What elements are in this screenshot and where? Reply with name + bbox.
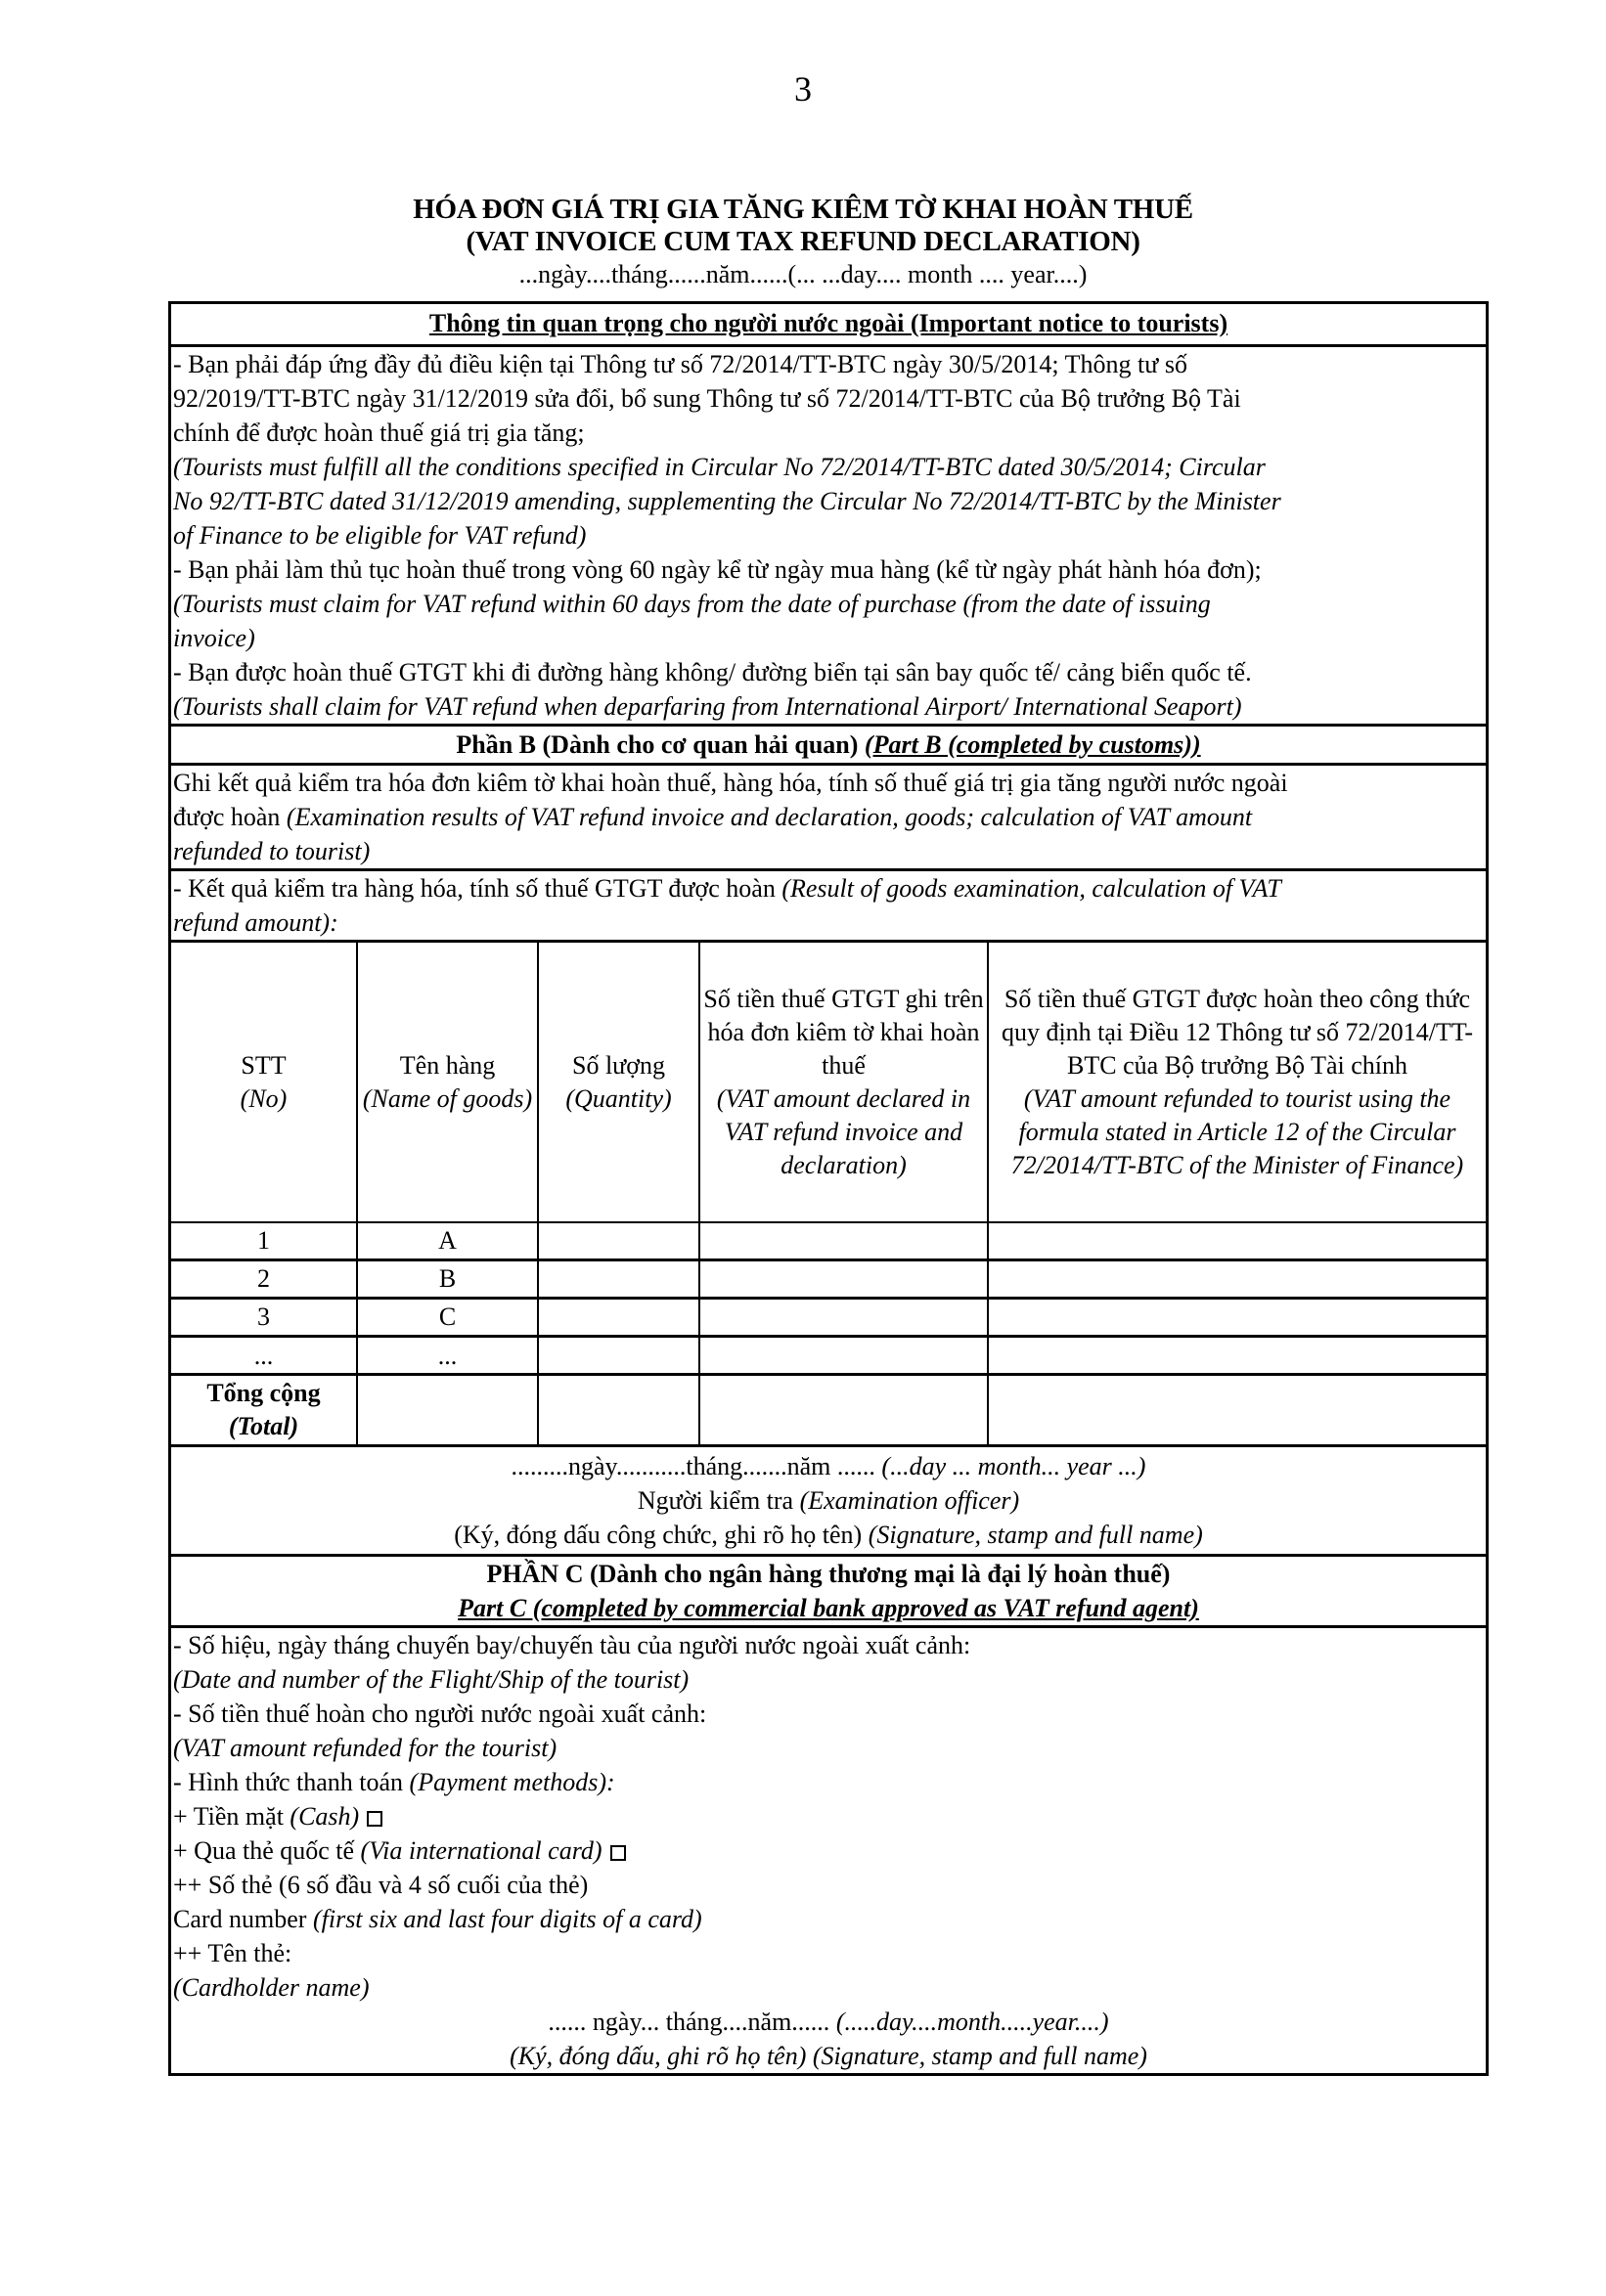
column-header-quantity: Số lượng (Quantity) bbox=[538, 943, 699, 1222]
declared-cell[interactable] bbox=[699, 1337, 988, 1375]
refund-declaration-form bbox=[168, 301, 1489, 2076]
notice-item1-en-line1: (Tourists must fulfill all the conditions specified in Circular No 72/2014/TT-BTC dated 30/5/2014; Circular bbox=[173, 453, 1266, 481]
goods-table-header bbox=[171, 943, 1486, 1222]
payment-methods-label: - Hình thức thanh toán (Payment methods): bbox=[173, 1768, 615, 1796]
column-header-no: STT (No) bbox=[171, 943, 357, 1222]
notice-item1-vi-line3: chính để được hoàn thuế giá trị gia tăng; bbox=[173, 419, 585, 447]
part-b-header: Phần B (Dành cho cơ quan hải quan) (Part B (completed by customs)) bbox=[171, 727, 1486, 766]
notice-item3-vi: - Bạn được hoàn thuế GTGT khi đi đường hàng không/ đường biển tại sân bay quốc tế/ cảng biển quốc tế. bbox=[173, 658, 1252, 686]
total-declared-cell[interactable] bbox=[699, 1375, 988, 1445]
refunded-cell[interactable] bbox=[988, 1299, 1486, 1337]
title-english: (VAT INVOICE CUM TAX REFUND DECLARATION) bbox=[466, 226, 1140, 257]
declared-cell[interactable] bbox=[699, 1222, 988, 1260]
notice-item1-en-line2: No 92/TT-BTC dated 31/12/2019 amending, supplementing the Circular No 72/2014/TT-BTC by the Minister bbox=[173, 487, 1281, 515]
total-row bbox=[171, 1375, 1486, 1445]
document-header bbox=[0, 194, 1606, 290]
part-b-intro: Ghi kết quả kiểm tra hóa đơn kiêm tờ khai hoàn thuế, hàng hóa, tính số thuế giá trị gia tăng người nước ngoài được hoàn (Examination results of VAT refund invoice and declaration, goods; calculation of VAT amount refunded to tourist) bbox=[171, 766, 1486, 871]
quantity-cell[interactable] bbox=[538, 1260, 699, 1299]
signature-field-officer[interactable]: (Ký, đóng dấu công chức, ghi rõ họ tên) (Signature, stamp and full name) bbox=[454, 1521, 1203, 1549]
table-row: 2 B bbox=[171, 1260, 1486, 1299]
card-checkbox[interactable] bbox=[610, 1845, 626, 1861]
page-number: 3 bbox=[794, 69, 812, 109]
part-c-header: PHẦN C (Dành cho ngân hàng thương mại là đại lý hoàn thuế) Part C (completed by commercial bank approved as VAT refund agent) bbox=[171, 1557, 1486, 1628]
total-label: Tổng cộng (Total) bbox=[171, 1375, 357, 1445]
notice-item1-vi-line2: 92/2019/TT-BTC ngày 31/12/2019 sửa đổi, bổ sung Thông tư số 72/2014/TT-BTC của Bộ trưởng Bộ Tài bbox=[173, 384, 1241, 413]
notice-item3-en: (Tourists shall claim for VAT refund when deparfaring from International Airport/ International Seaport) bbox=[173, 692, 1242, 721]
refund-amount-label: - Số tiền thuế hoàn cho người nước ngoài xuất cảnh: bbox=[173, 1700, 707, 1728]
declared-cell[interactable] bbox=[699, 1260, 988, 1299]
notice-item2-vi: - Bạn phải làm thủ tục hoàn thuế trong vòng 60 ngày kể từ ngày mua hàng (kể từ ngày phát hành hóa đơn); bbox=[173, 555, 1262, 584]
table-row: ... ... bbox=[171, 1337, 1486, 1375]
card-number-label-vi: ++ Số thẻ (6 số đầu và 4 số cuối của thẻ) bbox=[173, 1871, 589, 1899]
goods-table bbox=[171, 943, 1486, 1444]
refunded-cell[interactable] bbox=[988, 1337, 1486, 1375]
part-b-intro-line1: Ghi kết quả kiểm tra hóa đơn kiêm tờ khai hoàn thuế, hàng hóa, tính số thuế giá trị gia tăng người nước ngoài bbox=[173, 769, 1288, 797]
card-name-label: ++ Tên thẻ: bbox=[173, 1939, 292, 1967]
total-name-cell bbox=[357, 1375, 538, 1445]
cardholder-name-label: (Cardholder name) bbox=[173, 1973, 370, 2002]
refund-amount-label-en: (VAT amount refunded for the tourist) bbox=[173, 1734, 558, 1762]
notice-item1-en-line3: of Finance to be eligible for VAT refund) bbox=[173, 521, 587, 550]
total-refunded-cell[interactable] bbox=[988, 1375, 1486, 1445]
declared-cell[interactable] bbox=[699, 1299, 988, 1337]
quantity-cell[interactable] bbox=[538, 1299, 699, 1337]
part-c-signature-date: ...... ngày... tháng....năm...... (.....day....month.....year....) bbox=[548, 2008, 1109, 2036]
column-header-name: Tên hàng (Name of goods) bbox=[357, 943, 538, 1222]
quantity-cell[interactable] bbox=[538, 1337, 699, 1375]
total-quantity-cell[interactable] bbox=[538, 1375, 699, 1445]
notice-item2-en-line2: invoice) bbox=[173, 624, 255, 652]
part-b-signature: .........ngày...........tháng.......năm ...... (...day ... month... year ...) Người kiểm tra (Examination officer) (Ký, đóng dấu công chức, ghi rõ họ tên) (Signature, stamp and full name) bbox=[171, 1447, 1486, 1557]
goods-table-container bbox=[171, 943, 1486, 1447]
table-row: 3 C bbox=[171, 1299, 1486, 1337]
part-c-body bbox=[171, 1628, 1486, 2073]
card-number-label: Card number (first six and last four digits of a card) bbox=[173, 1905, 702, 1933]
date-line: ...ngày....tháng......năm......(... ...day.... month .... year....) bbox=[518, 260, 1088, 288]
payment-option-card: + Qua thẻ quốc tế (Via international card) bbox=[173, 1833, 1484, 1868]
payment-option-cash: + Tiền mặt (Cash) bbox=[173, 1799, 1484, 1833]
cash-checkbox[interactable] bbox=[367, 1811, 382, 1827]
title-vietnamese: HÓA ĐƠN GIÁ TRỊ GIA TĂNG KIÊM TỜ KHAI HOÀN THUẾ bbox=[413, 194, 1193, 225]
column-header-declared-vat: Số tiền thuế GTGT ghi trên hóa đơn kiêm tờ khai hoàn thuế (VAT amount declared in VAT refund invoice and declaration) bbox=[699, 943, 988, 1222]
quantity-cell[interactable] bbox=[538, 1222, 699, 1260]
refunded-cell[interactable] bbox=[988, 1222, 1486, 1260]
notice-item2-en-line1: (Tourists must claim for VAT refund within 60 days from the date of purchase (from the date of issuing bbox=[173, 590, 1211, 618]
part-b-result-label: - Kết quả kiểm tra hàng hóa, tính số thuế GTGT được hoàn (Result of goods examination, calculation of VAT refund amount): bbox=[171, 871, 1486, 943]
notice-item1-vi-line1: - Bạn phải đáp ứng đầy đủ điều kiện tại Thông tư số 72/2014/TT-BTC ngày 30/5/2014; Thông tư số bbox=[173, 350, 1187, 378]
flight-label: - Số hiệu, ngày tháng chuyến bay/chuyến tàu của người nước ngoài xuất cảnh: bbox=[173, 1631, 971, 1659]
flight-label-en: (Date and number of the Flight/Ship of the tourist) bbox=[173, 1665, 690, 1694]
signature-field-bank[interactable]: (Ký, đóng dấu, ghi rõ họ tên) (Signature, stamp and full name) bbox=[510, 2042, 1147, 2070]
notice-header: Thông tin quan trọng cho người nước ngoài (Important notice to tourists) bbox=[171, 304, 1486, 347]
notice-body bbox=[171, 347, 1486, 727]
part-b-intro-line3: refunded to tourist) bbox=[173, 837, 371, 865]
table-row: 1 A bbox=[171, 1222, 1486, 1260]
column-header-refunded-vat: Số tiền thuế GTGT được hoàn theo công thức quy định tại Điều 12 Thông tư số 72/2014/TT-BTC của Bộ trưởng Bộ Tài chính (VAT amount refunded to tourist using the formula stated in Article 12 of the Circular 72/2014/TT-BTC of the Minister of Finance) bbox=[988, 943, 1486, 1222]
refunded-cell[interactable] bbox=[988, 1260, 1486, 1299]
